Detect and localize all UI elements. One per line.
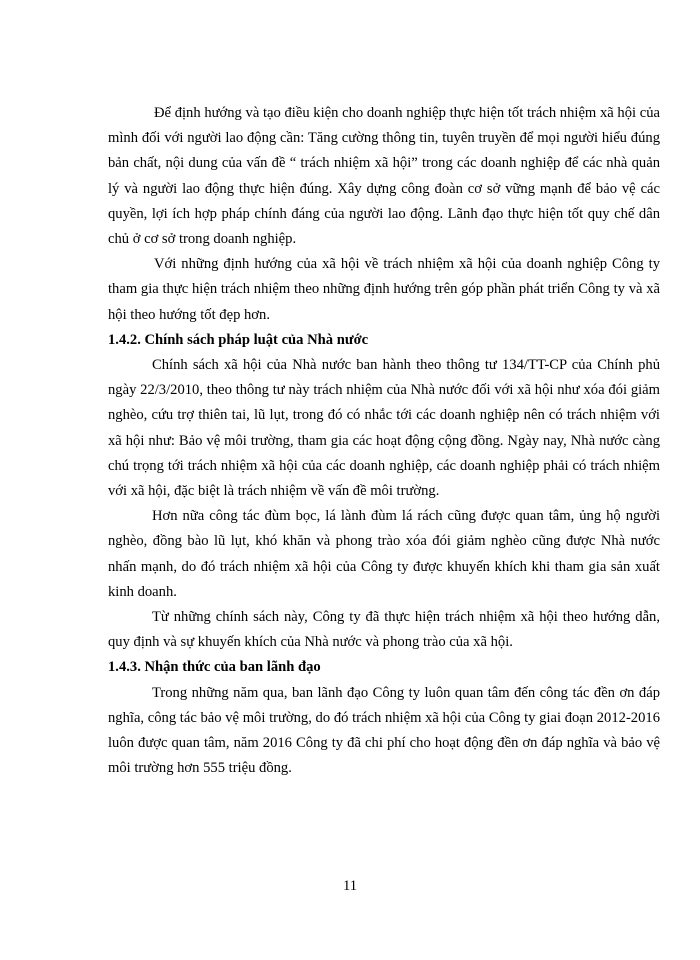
paragraph-policy-result: Từ những chính sách này, Công ty đã thực hiện trách nhiệm xã hội theo hướng dẫn, quy định và sự khuyến khích của Nhà nước và phong trào của xã hội.	[108, 609, 660, 651]
heading-leadership-awareness: 1.4.3. Nhận thức của ban lãnh đạo	[108, 659, 321, 676]
paragraph-community-support: Hơn nữa công tác đùm bọc, lá lành đùm lá rách cũng được quan tâm, ủng hộ người nghèo, đồng bào lũ lụt, khó khăn và phong trào xóa đói giảm nghèo cũng được Nhà nước nhấn mạnh, do đó trách nhiệm xã hội của Công ty được khuyến khích khi tham gia sản xuất kinh doanh.	[108, 508, 660, 600]
paragraph-social-direction: Với những định hướng của xã hội về trách nhiệm xã hội của doanh nghiệp Công ty tham gia thực hiện trách nhiệm theo những định hướng trên góp phần phát triển Công ty và xã hội theo hướng tốt đẹp hơn.	[108, 256, 660, 323]
paragraph-orientation: Để định hướng và tạo điều kiện cho doanh nghiệp thực hiện tốt trách nhiệm xã hội của mình đối với người lao động cần: Tăng cường thông tin, tuyên truyền để mọi người hiểu đúng bản chất, nội dung của vấn đề “ trách nhiệm xã hội” trong các doanh nghiệp để các nhà quản lý và người lao động thực hiện đúng. Xây dựng công đoàn cơ sở vững mạnh để bảo vệ các quyền, lợi ích hợp pháp chính đáng của người lao động. Lãnh đạo thực hiện tốt quy chế dân chủ ở cơ sở trong doanh nghiệp.	[108, 105, 660, 248]
heading-state-policy: 1.4.2. Chính sách pháp luật của Nhà nước	[108, 331, 369, 348]
page-content	[108, 101, 660, 781]
paragraph-leadership: Trong những năm qua, ban lãnh đạo Công ty luôn quan tâm đến công tác đền ơn đáp nghĩa, công tác bảo vệ môi trường, do đó trách nhiệm xã hội của Công ty giai đoạn 2012-2016 luôn được quan tâm, năm 2016 Công ty đã chi phí cho hoạt động đền ơn đáp nghĩa và bảo vệ môi trường hơn 555 triệu đồng.	[108, 684, 660, 777]
paragraph-state-circular: Chính sách xã hội của Nhà nước ban hành theo thông tư 134/TT-CP của Chính phủ ngày 22/3/2010, theo thông tư này trách nhiệm của Nhà nước đối với xã hội như xóa đói giảm nghèo, cứu trợ thiên tai, lũ lụt, trong đó có nhắc tới các doanh nghiệp nên có trách nhiệm với xã hội như: Bảo vệ môi trường, tham gia các hoạt động cộng đồng. Ngày nay, Nhà nước càng chú trọng tới trách nhiệm xã hội của các doanh nghiệp, các doanh nghiệp phải có trách nhiệm với xã hội, đặc biệt là trách nhiệm về vấn đề môi trường.	[108, 357, 660, 500]
page-number: 11	[342, 878, 358, 894]
